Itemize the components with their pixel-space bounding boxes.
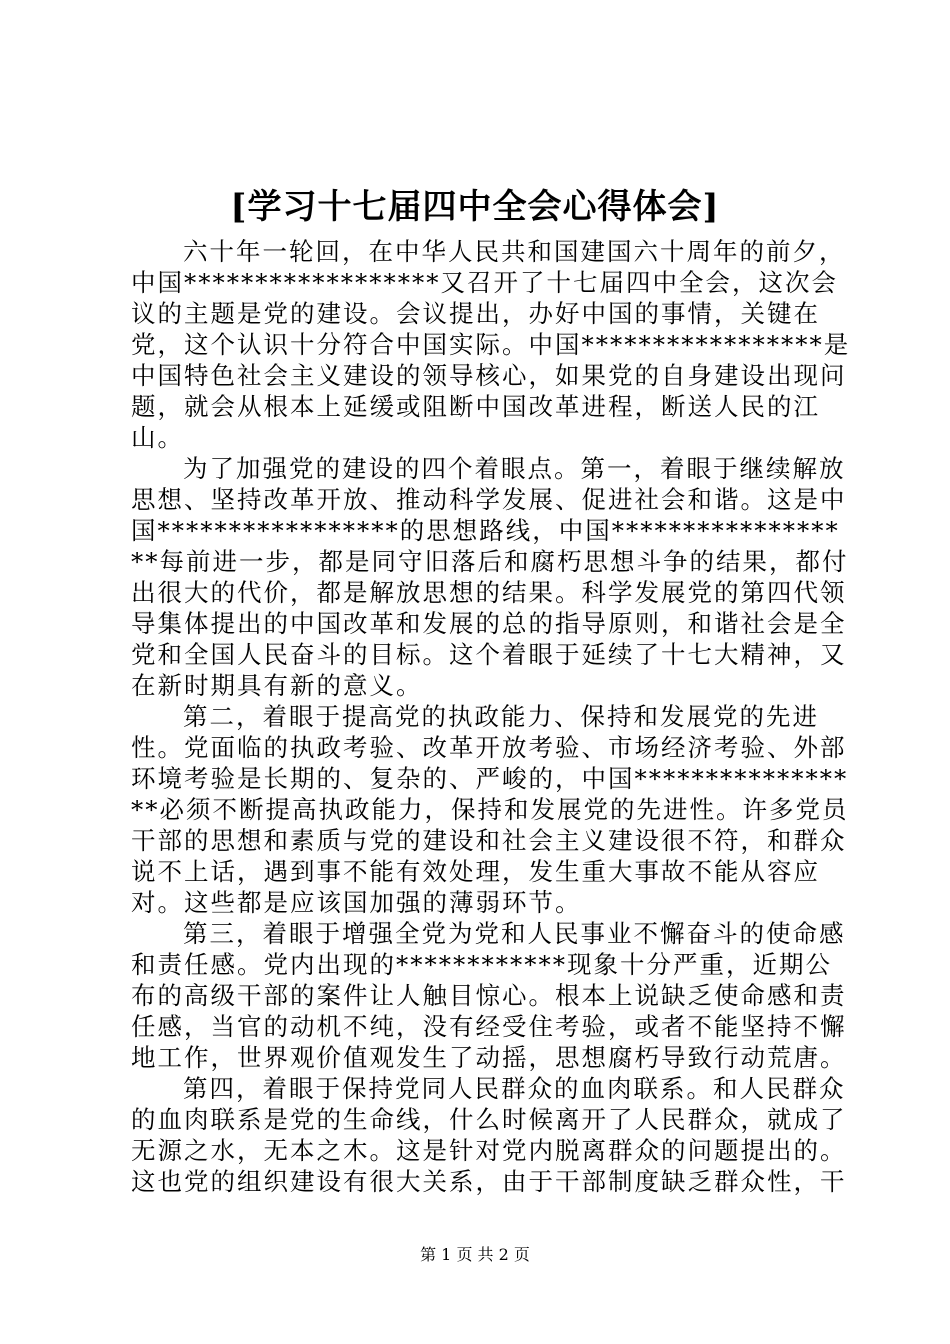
paragraph-4: 第三，着眼于增强全党为党和人民事业不懈奋斗的使命感和责任感。党内出现的************现象十分严重，近期公布的高级干部的案件让人触目惊心。根本上说缺乏使命感和责任感，当官的动机不纯，没有经受住考验，或者不能坚持不懈地工作，世界观价值观发生了动摇，思想腐朽导致行动荒唐。 (131, 919, 847, 1072)
document-title: [学习十七届四中全会心得体会] (230, 187, 720, 227)
paragraph-2: 为了加强党的建设的四个着眼点。第一，着眼于继续解放思想、坚持改革开放、推动科学发展、促进社会和谐。这是中国*****************的思想路线，中国******************每前进一步，都是同守旧落后和腐朽思想斗争的结果，都付出很大的代价，都是解放思想的结果。科学发展党的第四代领导集体提出的中国改革和发展的总的指导原则，和谐社会是全党和全国人民奋斗的目标。这个着眼于延续了十七大精神，又在新时期具有新的意义。 (131, 454, 849, 700)
page-footer: 第 1 页 共 2 页 (420, 1245, 530, 1264)
paragraph-3: 第二，着眼于提高党的执政能力、保持和发展党的先进性。党面临的执政考验、改革开放考验、市场经济考验、外部环境考验是长期的、复杂的、严峻的，中国*****************必须不断提高执政能力，保持和发展党的先进性。许多党员干部的思想和素质与党的建设和社会主义建设很不符，和群众说不上话，遇到事不能有效处理，发生重大事故不能从容应对。这些都是应该国加强的薄弱环节。 (131, 702, 849, 917)
paragraph-5: 第四，着眼于保持党同人民群众的血肉联系。和人民群众的血肉联系是党的生命线，什么时候离开了人民群众，就成了无源之水，无本之木。这是针对党内脱离群众的问题提出的。这也党的组织建设有很大关系，由于干部制度缺乏群众性，干 (131, 1074, 847, 1196)
paragraph-1: 六十年一轮回，在中华人民共和国建国六十周年的前夕，中国******************又召开了十七届四中全会，这次会议的主题是党的建设。会议提出，办好中国的事情，关键在党，这个认识十分符合中国实际。中国*****************是中国特色社会主义建设的领导核心，如果党的自身建设出现问题，就会从根本上延缓或阻断中国改革进程，断送人民的江山。 (131, 237, 851, 452)
document-body (131, 236, 851, 1197)
